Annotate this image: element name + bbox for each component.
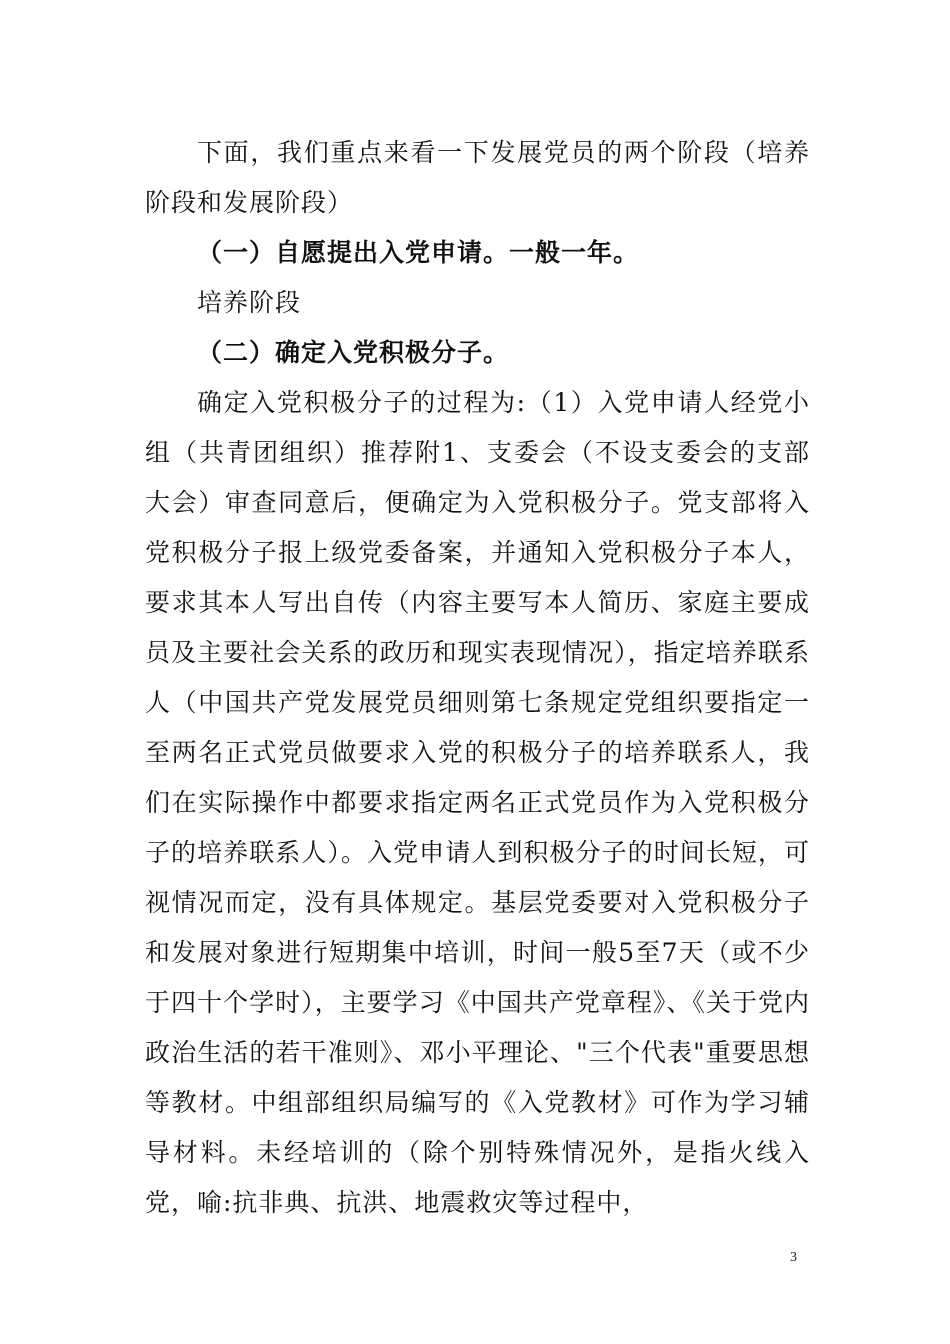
body-paragraph: 确定入党积极分子的过程为:（1）入党申请人经党小组（共青团组织）推荐附1、支委会（不设支委会的支部大会）审查同意后，便确定为入党积极分子。党支部将入党积极分子报上级党委备案，并通知入党积极分子本人，要求其本人写出自传（内容主要写本人简历、家庭主要成员及主要社会关系的政历和现实表现情况），指定培养联系人（中国共产党发展党员细则第七条规定党组织要指定一至两名正式党员做要求入党的积极分子的培养联系人，我们在实际操作中都要求指定两名正式党员作为入党积极分子的培养联系人）。入党申请人到积极分子的时间长短，可视情况而定，没有具体规定。基层党委要对入党积极分子和发展对象进行短期集中培训，时间一般5至7天（或不少于四十个学时），主要学习《中国共产党章程》、《关于党内政治生活的若干准则》、邓小平理论、"三个代表"重要思想等教材。中组部组织局编写的《入党教材》可作为学习辅导材料。未经培训的（除个别特殊情况外，是指火线入党，喻:抗非典、抗洪、地震救灾等过程中，	[145, 388, 810, 1217]
document-body	[145, 128, 810, 1228]
section-heading-activist: （二）确定入党积极分子。	[197, 338, 510, 367]
intro-paragraph: 下面，我们重点来看一下发展党员的两个阶段（培养阶段和发展阶段）	[145, 138, 810, 217]
section-heading-voluntary-application: （一）自愿提出入党申请。一般一年。	[197, 238, 640, 267]
stage-label-training: 培养阶段	[197, 288, 302, 317]
page-number: 3	[790, 1250, 797, 1265]
